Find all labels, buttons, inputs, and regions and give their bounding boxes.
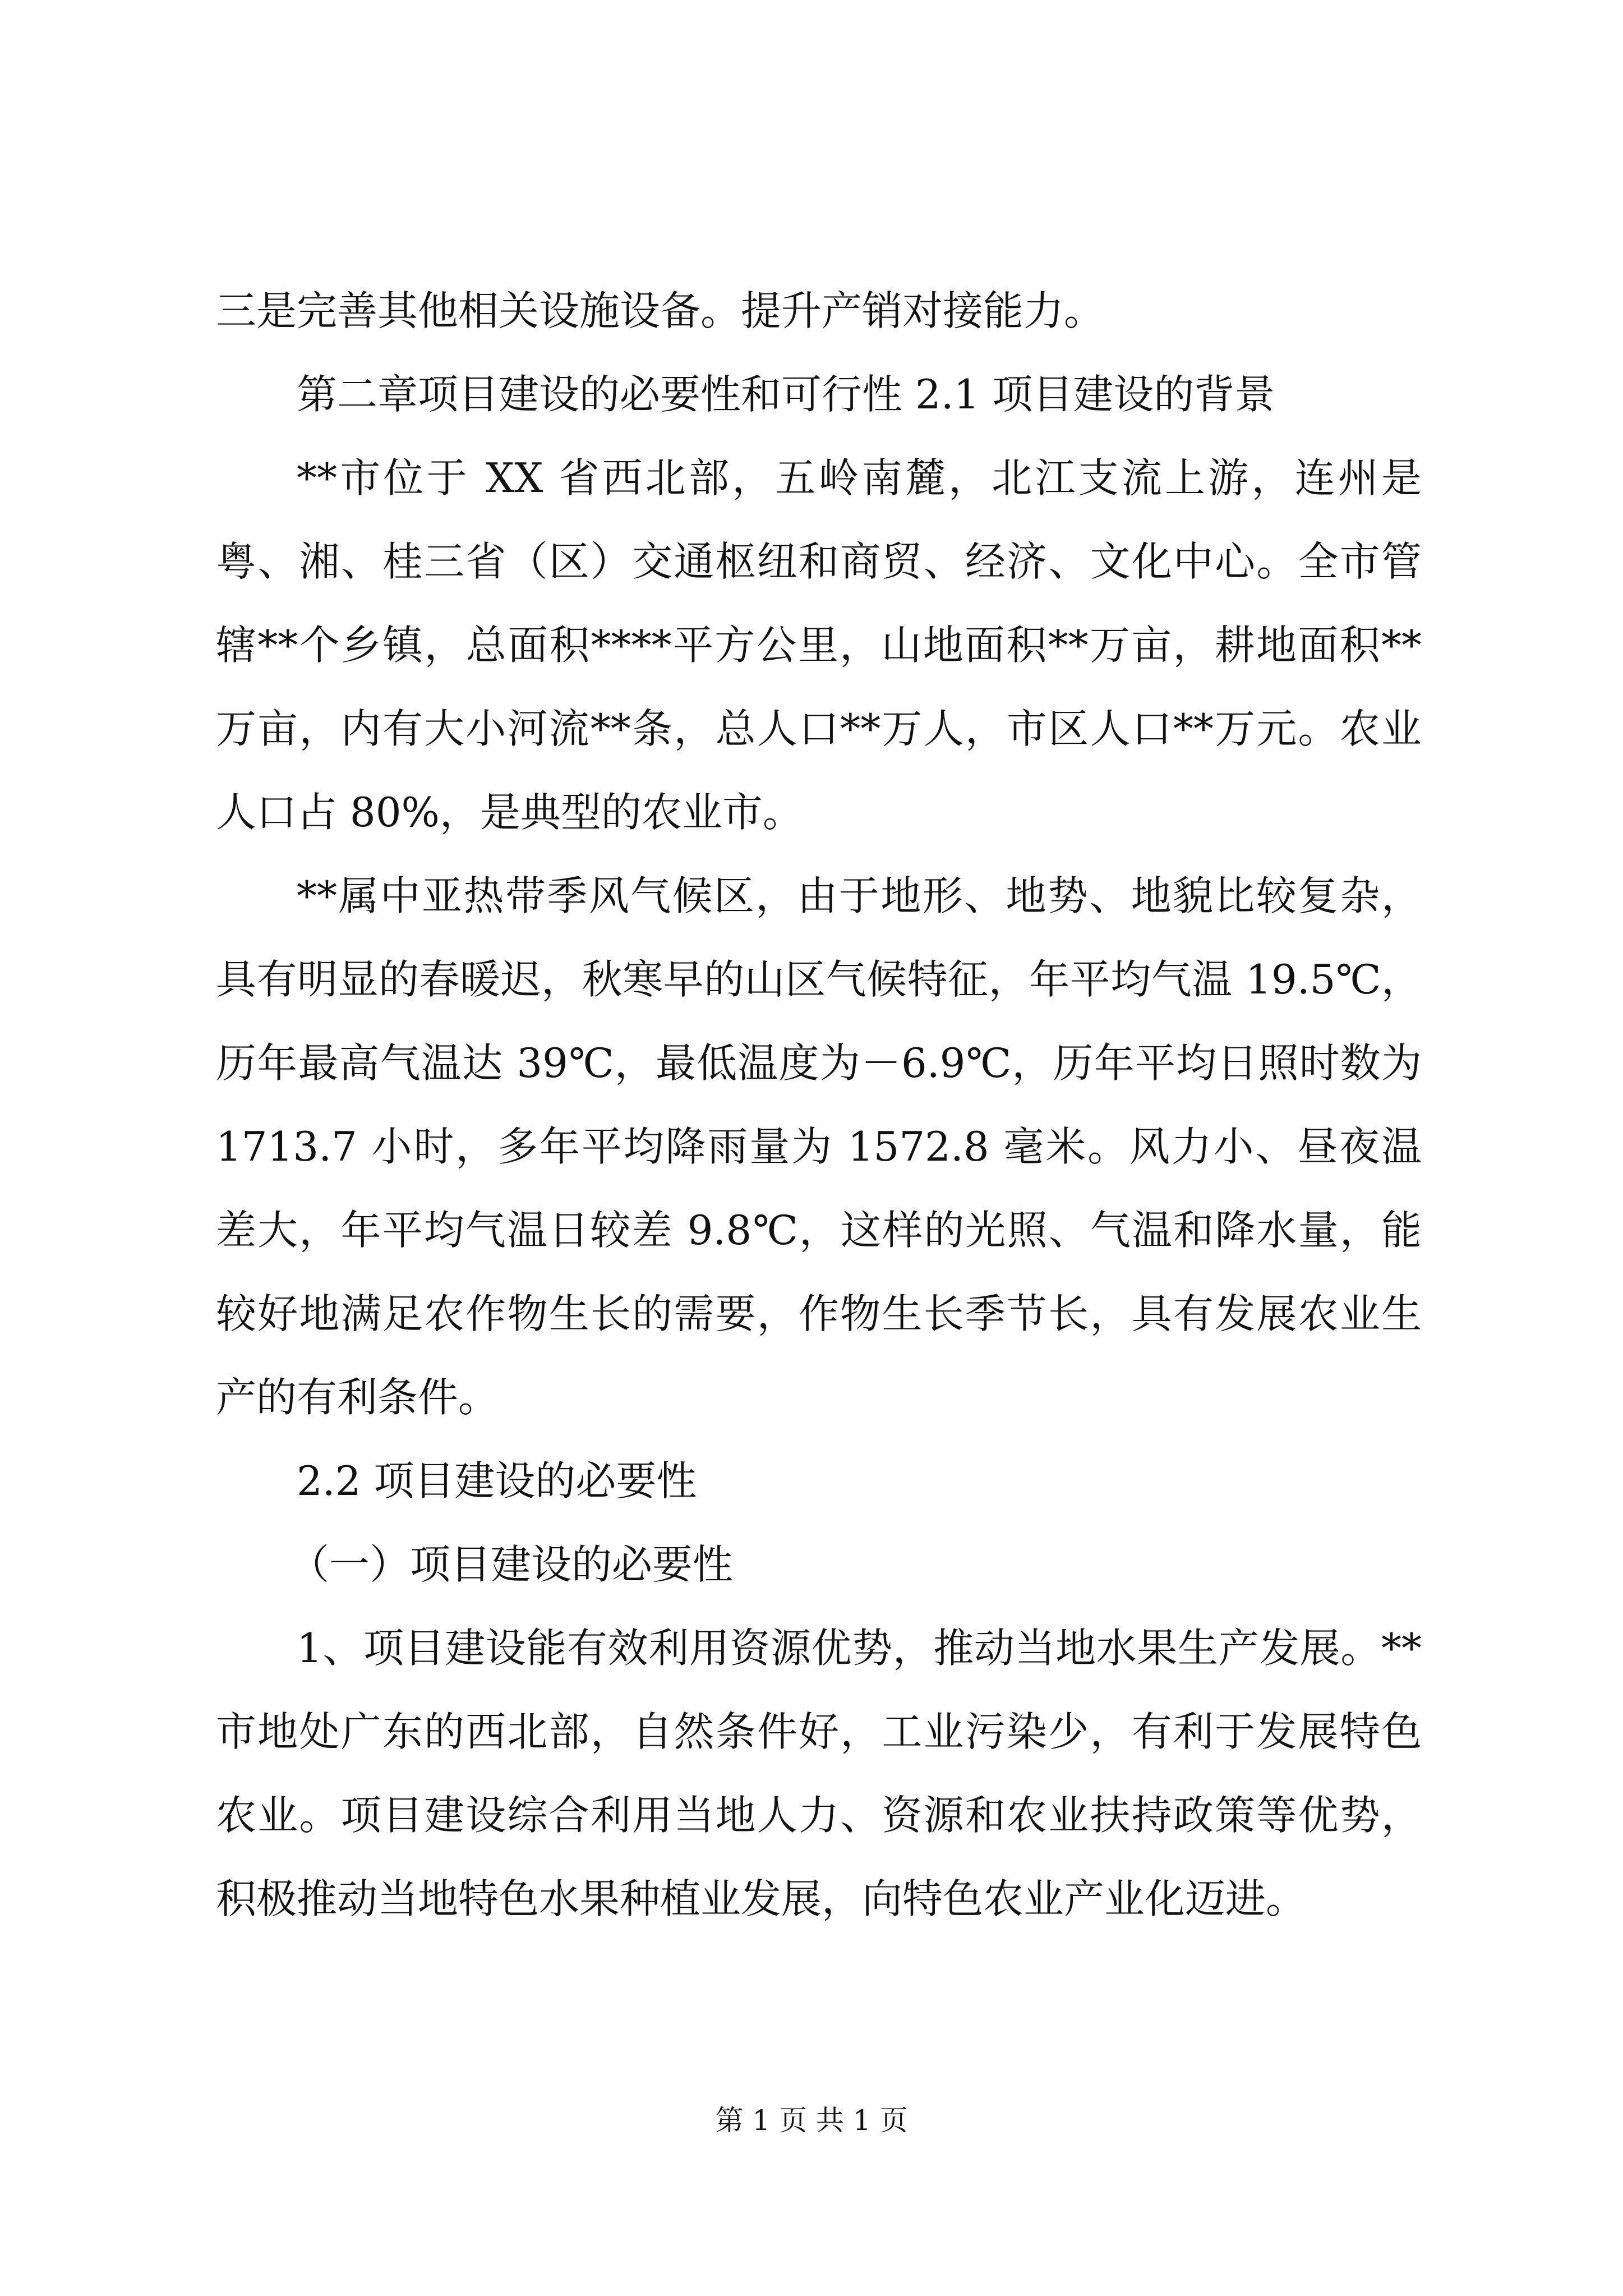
section-heading-necessity: 2.2 项目建设的必要性 (297, 1457, 697, 1504)
chapter-heading: 第二章项目建设的必要性和可行性 2.1 项目建设的背景 (297, 371, 1275, 418)
paragraph-climate: **属中亚热带季风气候区，由于地形、地势、地貌比较复杂，具有明显的春暖迟，秋寒早的山区气候特征，年平均气温 19.5℃，历年最高气温达 39℃，最低温度为－6.9℃，历年平均日照时数为 1713.7 小时，多年平均降雨量为 1572.8 毫米。风力小、昼夜温差大，年平均气温日较差 9.8℃，这样的光照、气温和降水量，能较好地满足农作物生长的需要，作物生长季节长，具有发展农业生产的有利条件。 (216, 872, 1422, 1421)
paragraph-facilities: 三是完善其他相关设施设备。提升产销对接能力。 (216, 287, 1105, 334)
paragraph-city-overview: **市位于 XX 省西北部，五岭南麓，北江支流上游，连州是粤、湘、桂三省（区）交通枢纽和商贸、经济、文化中心。全市管辖**个乡镇，总面积****平方公里，山地面积**万亩，耕地面积**万亩，内有大小河流**条，总人口**万人，市区人口**万元。农业人口占 80%，是典型的农业市。 (216, 454, 1422, 836)
document-body (216, 269, 1422, 1941)
page-footer: 第 1 页 共 1 页 (715, 2104, 908, 2137)
subsection-heading-necessity: （一）项目建设的必要性 (289, 1541, 734, 1588)
paragraph-resource-advantage: 1、项目建设能有效利用资源优势，推动当地水果生产发展。**市地处广东的西北部，自然条件好，工业污染少，有利于发展特色农业。项目建设综合利用当地人力、资源和农业扶持政策等优势，积极推动当地特色水果种植业发展，向特色农业产业化迈进。 (216, 1625, 1422, 1922)
